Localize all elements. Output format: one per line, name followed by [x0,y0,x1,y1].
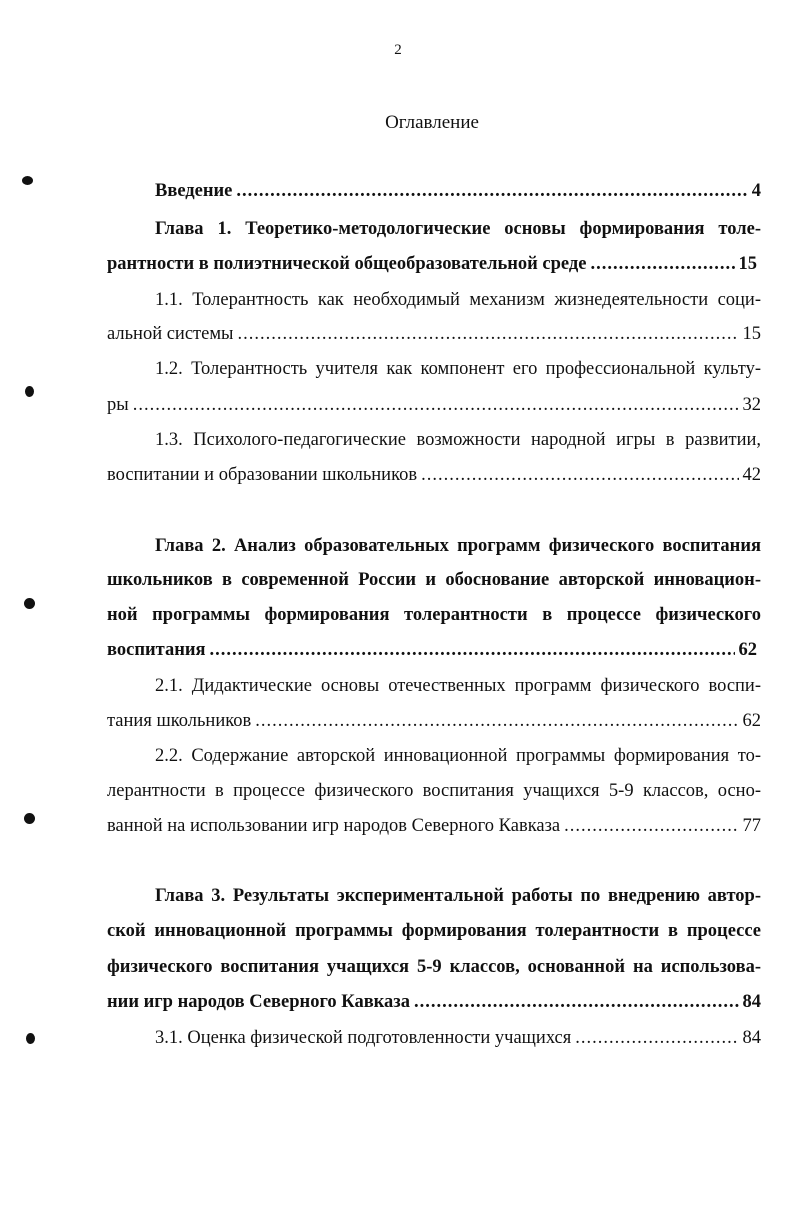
page-number: 2 [394,42,402,58]
leader-dots [255,708,738,734]
toc-entry-section-1-2[interactable] [107,392,761,418]
scan-mark [22,176,33,185]
leader-dots [133,392,739,418]
scan-mark [25,386,34,397]
toc-section-2-2-line: 2.2. Содержание авторской инновационной программы формирования то- [155,746,761,766]
toc-entry-label: рантности в полиэтнической общеобразовательной среде [107,254,587,274]
toc-entry-section-3-1[interactable] [155,1025,761,1051]
toc-page-number: 32 [742,395,761,415]
toc-entry-section-1-1[interactable] [107,321,761,347]
toc-entry-section-2-2[interactable] [107,813,761,839]
scan-mark [24,813,35,824]
toc-page-number: 84 [742,1028,761,1048]
toc-page-number: 42 [742,465,761,485]
toc-section-1-3-line: 1.3. Психолого-педагогические возможности народной игры в развитии, [155,430,761,450]
toc-entry-label: тания школьников [107,711,252,731]
toc-entry-label: воспитания [107,640,206,660]
toc-entry-section-2-1[interactable] [107,708,761,734]
toc-section-1-2-line: 1.2. Толерантность учителя как компонент его профессиональной культу- [155,359,761,379]
leader-dots [414,989,739,1015]
toc-section-1-1-line: 1.1. Толерантность как необходимый механизм жизнедеятельности соци- [155,290,761,310]
toc-entry-chapter-2[interactable] [107,637,757,663]
toc-chapter-1-line: Глава 1. Теоретико-методологические основы формирования толе- [155,219,761,239]
leader-dots [236,178,747,204]
leader-dots [421,462,738,488]
toc-page-number: 62 [742,711,761,731]
leader-dots [590,251,734,277]
toc-page-number: 77 [742,816,761,836]
toc-entry-chapter-3[interactable] [107,989,761,1015]
toc-entry-label: нии игр народов Северного Кавказа [107,992,410,1012]
toc-chapter-3-line: ской инновационной программы формирования толерантности в процессе [107,921,761,941]
leader-dots [210,637,735,663]
toc-entry-chapter-1[interactable] [107,251,757,277]
toc-entry-label: Введение [155,181,233,201]
toc-entry-label: 3.1. Оценка физической подготовленности учащихся [155,1028,572,1048]
toc-chapter-2-line: Глава 2. Анализ образовательных программ физического воспитания [155,536,761,556]
toc-chapter-2-line: ной программы формирования толерантности в процессе физического [107,605,761,625]
leader-dots [564,813,738,839]
toc-title: Оглавление [385,112,479,133]
toc-entry-intro[interactable] [155,178,761,204]
toc-section-2-2-line: лерантности в процессе физического воспитания учащихся 5-9 классов, осно- [107,781,761,801]
toc-page-number: 15 [742,324,761,344]
toc-page-number: 15 [738,254,757,274]
toc-entry-label: ры [107,395,129,415]
leader-dots [237,321,738,347]
scan-mark [24,598,35,609]
toc-chapter-2-line: школьников в современной России и обоснование авторской инновацион- [107,570,761,590]
toc-chapter-3-line: физического воспитания учащихся 5-9 классов, основанной на использова- [107,957,761,977]
toc-page-number: 84 [742,992,761,1012]
toc-section-2-1-line: 2.1. Дидактические основы отечественных программ физического воспи- [155,676,761,696]
toc-page-number: 4 [751,181,761,201]
scan-mark [26,1033,35,1044]
toc-chapter-3-line: Глава 3. Результаты экспериментальной работы по внедрению автор- [155,886,761,906]
toc-entry-label: альной системы [107,324,234,344]
toc-entry-section-1-3[interactable] [107,462,761,488]
toc-entry-label: ванной на использовании игр народов Северного Кавказа [107,816,561,836]
leader-dots [575,1025,738,1051]
toc-entry-label: воспитании и образовании школьников [107,465,418,485]
toc-page-number: 62 [738,640,757,660]
